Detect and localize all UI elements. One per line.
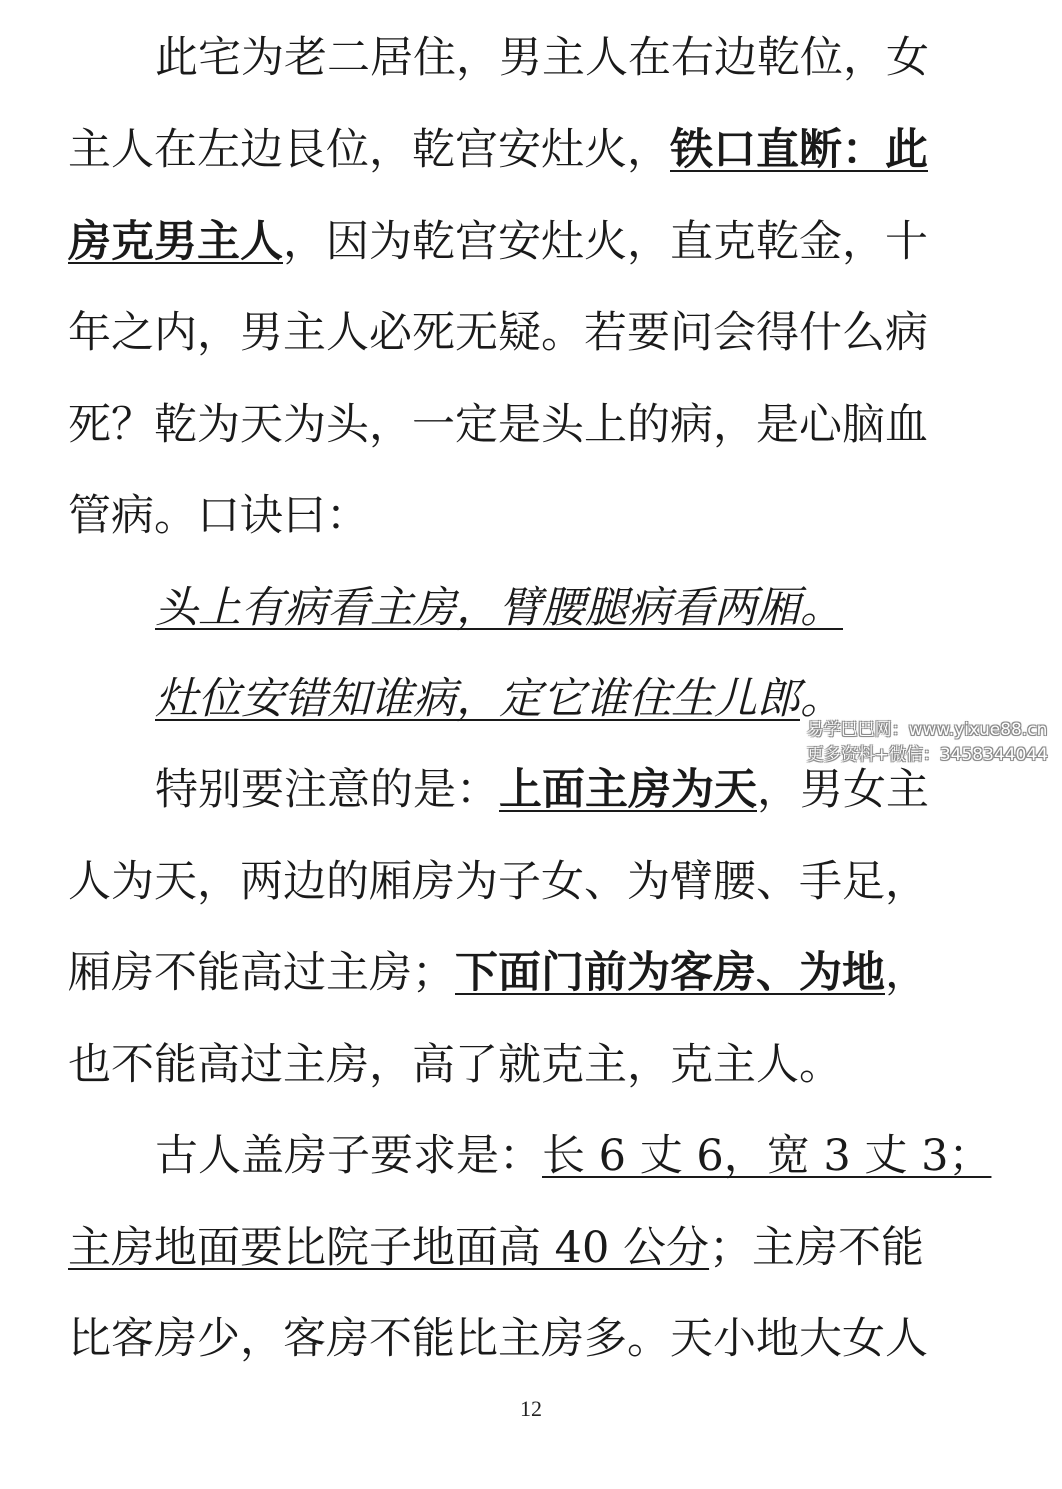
text-run: 厢房不能高过主房； — [68, 948, 455, 998]
paragraph-1-line-3 — [68, 212, 928, 272]
paragraph-1-line-1 — [155, 28, 929, 88]
watermark-line-1: 易学巴巴网：www.yixue88.cn — [806, 720, 1048, 740]
text-run: ， — [885, 948, 928, 998]
text-run: 管病。口诀曰： — [68, 491, 369, 541]
paragraph-3-line-2 — [68, 1218, 924, 1278]
paragraph-3-line-3 — [68, 1309, 928, 1369]
watermark-line-2: 更多资料+微信：3458344044 — [806, 745, 1048, 765]
paragraph-1-line-5 — [68, 395, 928, 455]
paragraph-3-line-1 — [155, 1126, 991, 1186]
emphasis-text: 长 6 丈 6，宽 3 丈 3； — [542, 1131, 992, 1181]
text-run: 年之内，男主人必死无疑。若要问会得什么病 — [68, 308, 928, 358]
text-run: ，因为乾宫安灶火，直克乾金，十 — [283, 217, 928, 267]
verse-text: 头上有病看主房，臂腰腿病看两厢。 — [155, 583, 843, 633]
text-run: 比客房少，客房不能比主房多。天小地大女人 — [68, 1314, 928, 1364]
emphasis-text: 主房地面要比院子地面高 40 公分 — [68, 1223, 710, 1273]
emphasis-text: 房克男主人 — [68, 217, 283, 267]
text-run: 特别要注意的是： — [155, 765, 499, 815]
emphasis-text: 下面门前为客房、为地 — [455, 948, 885, 998]
paragraph-2-line-2 — [68, 852, 928, 912]
paragraph-2-line-1 — [155, 760, 929, 820]
emphasis-text: 铁口直断：此 — [670, 125, 928, 175]
text-run: 古人盖房子要求是： — [155, 1131, 542, 1181]
paragraph-1-line-4 — [68, 303, 928, 363]
text-run: ；主房不能 — [709, 1223, 925, 1273]
emphasis-text: 上面主房为天 — [499, 765, 757, 815]
verse-text: 灶位安错知谁病，定它谁住生儿郎 — [155, 674, 800, 724]
verse-line-1 — [155, 578, 843, 638]
site-watermark — [807, 718, 1048, 768]
text-run: 人为天，两边的厢房为子女、为臂腰、手足， — [68, 857, 928, 907]
text-run: 。 — [800, 674, 843, 724]
page-number: 12 — [520, 1396, 542, 1421]
text-run: 也不能高过主房，高了就克主，克主人。 — [68, 1040, 842, 1090]
text-run: 死？乾为天为头，一定是头上的病，是心脑血 — [68, 400, 928, 450]
paragraph-2-line-3 — [68, 943, 928, 1003]
paragraph-1-line-6 — [68, 486, 369, 546]
verse-line-2 — [155, 669, 843, 729]
text-run: 主人在左边艮位，乾宫安灶火， — [68, 125, 670, 175]
paragraph-2-line-4 — [68, 1035, 842, 1095]
text-run: 此宅为老二居住，男主人在右边乾位，女 — [155, 33, 929, 83]
text-run: ，男女主 — [757, 765, 929, 815]
paragraph-1-line-2 — [68, 120, 928, 180]
